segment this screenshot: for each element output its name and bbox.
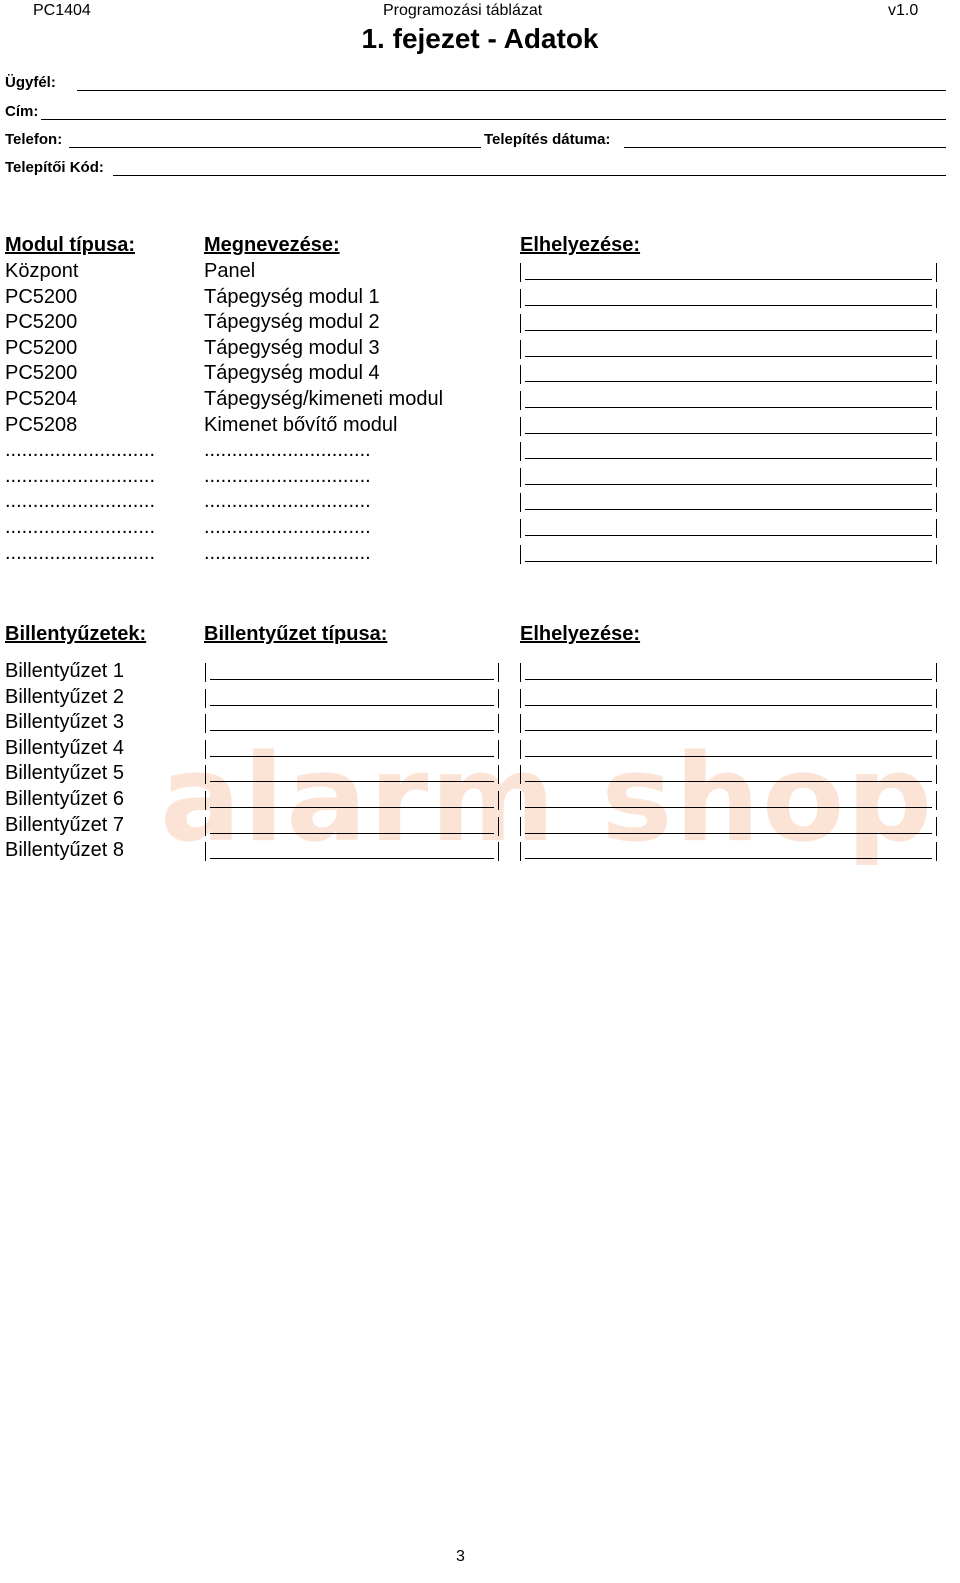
- phone-line[interactable]: [69, 147, 481, 148]
- keypad-location-header: Elhelyezése:: [520, 623, 641, 645]
- keypad-location-field[interactable]: [520, 689, 937, 708]
- module-location-field[interactable]: [520, 365, 937, 384]
- keypad-label: Billentyűzet 2: [5, 685, 124, 708]
- keypad-location-field[interactable]: [520, 663, 937, 682]
- keypad-type-field[interactable]: [205, 663, 499, 682]
- module-type-cell: PC5204: [5, 388, 78, 410]
- module-name-cell: ..............................: [204, 541, 371, 564]
- module-location-field[interactable]: [520, 493, 937, 512]
- header-doc-title: Programozási táblázat: [383, 2, 543, 19]
- chapter-title: 1. fejezet - Adatok: [361, 23, 599, 54]
- keypad-type-header: Billentyűzet típusa:: [204, 623, 388, 645]
- keypad-label: Billentyűzet 7: [5, 813, 124, 836]
- module-type-cell: ...........................: [5, 516, 156, 538]
- keypad-location-field[interactable]: [520, 714, 937, 733]
- module-location-header: Elhelyezése:: [520, 234, 641, 256]
- keypad-location-field[interactable]: [520, 842, 937, 861]
- keypad-label: Billentyűzet 3: [5, 711, 124, 734]
- module-location-field[interactable]: [520, 417, 937, 436]
- phone-label: Telefon:: [5, 131, 63, 148]
- keypad-label: Billentyűzet 5: [5, 762, 124, 785]
- keypad-location-field[interactable]: [520, 740, 937, 759]
- module-type-header: Modul típusa:: [5, 234, 135, 256]
- module-type-cell: ...........................: [5, 464, 156, 487]
- keypads-header: Billentyűzetek:: [5, 623, 147, 645]
- module-type-cell: ...........................: [5, 490, 156, 513]
- install-date-label: Telepítés dátuma:: [484, 131, 611, 148]
- module-name-cell: ..............................: [204, 516, 371, 538]
- module-location-field[interactable]: [520, 391, 937, 410]
- module-type-cell: Központ: [5, 260, 79, 282]
- module-location-field[interactable]: [520, 263, 937, 282]
- keypad-type-field[interactable]: [205, 842, 499, 861]
- module-name-cell: Kimenet bővítő modul: [204, 413, 398, 436]
- module-location-field[interactable]: [520, 340, 937, 359]
- keypad-label: Billentyűzet 1: [5, 660, 124, 682]
- module-name-cell: ..............................: [204, 464, 371, 487]
- module-type-cell: ...........................: [5, 439, 156, 462]
- keypad-label: Billentyűzet 4: [5, 736, 124, 759]
- module-location-field[interactable]: [520, 468, 937, 487]
- module-location-field[interactable]: [520, 519, 937, 538]
- module-name-cell: Tápegység modul 1: [204, 285, 380, 308]
- keypad-location-field[interactable]: [520, 817, 937, 836]
- installer-code-line[interactable]: [113, 175, 946, 176]
- keypad-type-field[interactable]: [205, 689, 499, 708]
- keypad-type-field[interactable]: [205, 740, 499, 759]
- address-label: Cím:: [5, 103, 39, 120]
- module-type-cell: PC5200: [5, 285, 78, 308]
- customer-label: Ügyfél:: [5, 74, 56, 91]
- header-doc-code: PC1404: [33, 2, 91, 19]
- keypad-type-field[interactable]: [205, 791, 499, 810]
- module-name-cell: ..............................: [204, 439, 371, 462]
- module-type-cell: PC5200: [5, 336, 78, 359]
- module-name-cell: Panel: [204, 260, 256, 282]
- install-date-line[interactable]: [624, 147, 946, 148]
- keypad-type-field[interactable]: [205, 714, 499, 733]
- module-name-cell: Tápegység modul 2: [204, 311, 380, 334]
- module-name-cell: Tápegység modul 4: [204, 362, 380, 385]
- module-type-cell: PC5200: [5, 362, 78, 385]
- module-name-cell: Tápegység modul 3: [204, 336, 380, 359]
- module-type-cell: ...........................: [5, 541, 156, 564]
- page-number: 3: [456, 1548, 465, 1565]
- keypad-label: Billentyűzet 8: [5, 839, 124, 862]
- module-type-cell: PC5208: [5, 413, 78, 436]
- keypad-type-field[interactable]: [205, 765, 499, 784]
- watermark-logo: alarm shop: [160, 730, 935, 869]
- module-name-header: Megnevezése:: [204, 234, 340, 256]
- header-version: v1.0: [888, 2, 919, 19]
- module-location-field[interactable]: [520, 442, 937, 461]
- installer-code-label: Telepítői Kód:: [5, 159, 104, 176]
- keypad-location-field[interactable]: [520, 765, 937, 784]
- module-location-field[interactable]: [520, 545, 937, 564]
- module-type-cell: PC5200: [5, 311, 78, 334]
- keypad-type-field[interactable]: [205, 817, 499, 836]
- customer-line[interactable]: [77, 90, 946, 91]
- module-location-field[interactable]: [520, 289, 937, 308]
- module-name-cell: Tápegység/kimeneti modul: [204, 388, 444, 410]
- keypad-location-field[interactable]: [520, 791, 937, 810]
- module-name-cell: ..............................: [204, 490, 371, 513]
- keypad-label: Billentyűzet 6: [5, 788, 124, 810]
- module-location-field[interactable]: [520, 314, 937, 333]
- address-line[interactable]: [41, 119, 946, 120]
